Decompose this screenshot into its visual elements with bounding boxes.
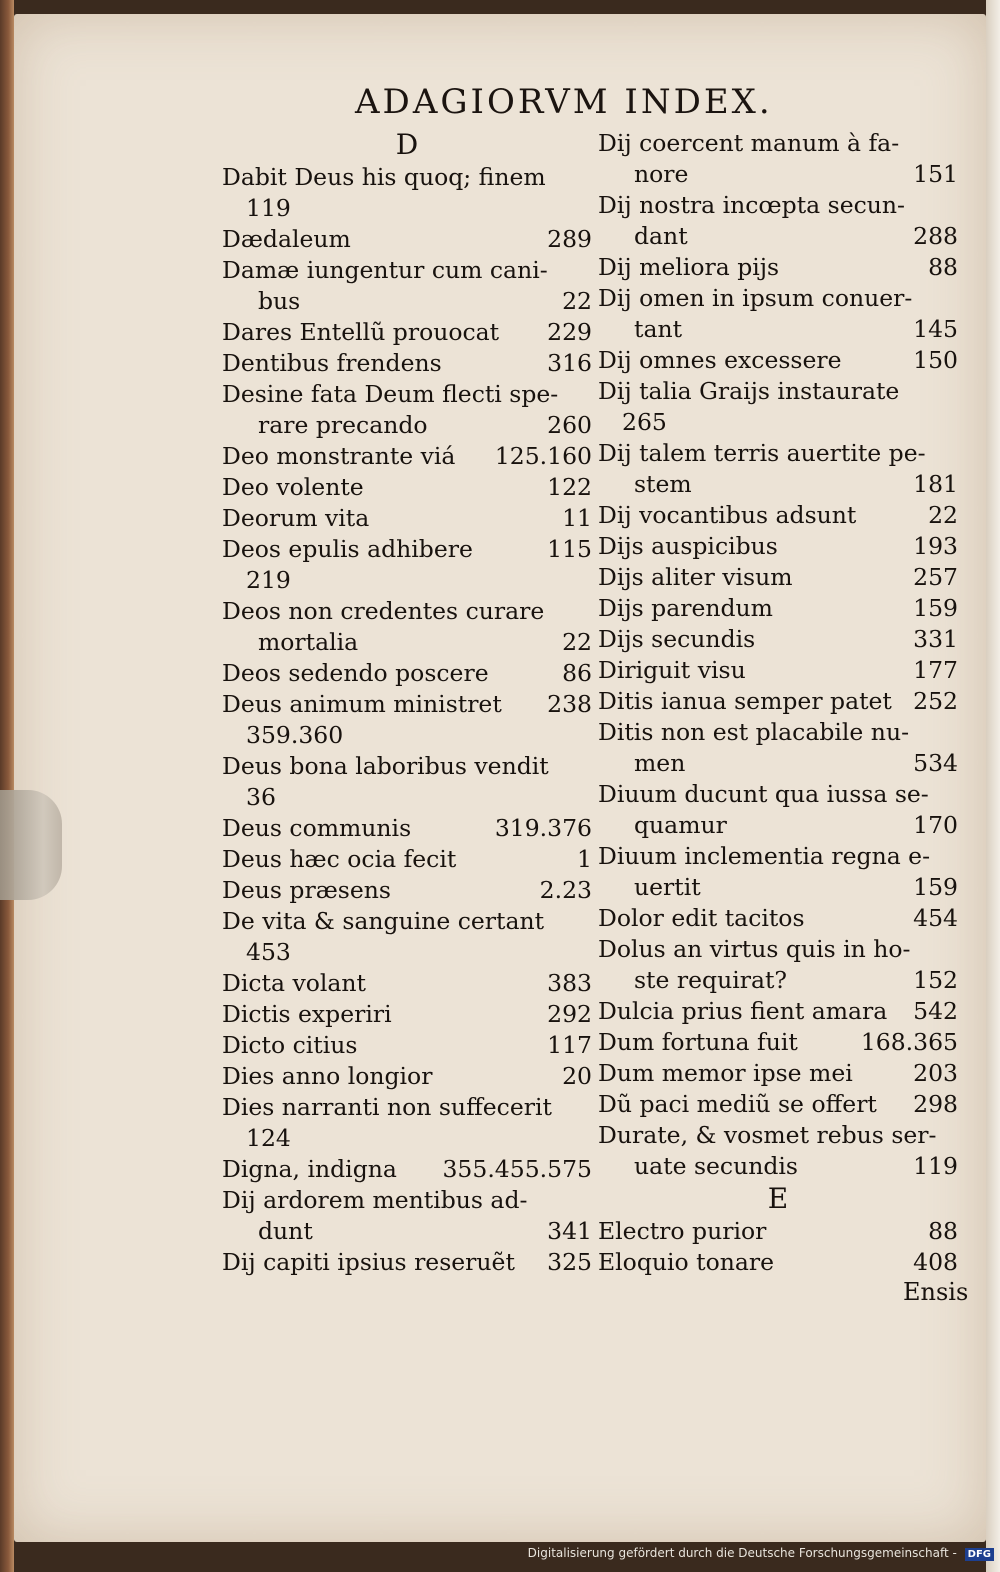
entry-text: uate secundis — [634, 1152, 798, 1180]
page-reference: 115 — [547, 535, 592, 563]
page-reference: 316 — [547, 349, 592, 377]
index-entry — [598, 841, 958, 903]
entry-text: Ditis ianua semper patet — [598, 687, 892, 715]
entry-text: Deo volente — [222, 473, 364, 501]
page-reference: 408 — [913, 1248, 958, 1276]
entry-text: Dictis experiri — [222, 1000, 392, 1028]
entry-text: Dij meliora pijs — [598, 253, 780, 281]
page-clip — [0, 790, 62, 900]
index-entry — [598, 1089, 958, 1120]
entry-text: Dicta volant — [222, 969, 366, 997]
entry-text: Dulcia prius fient amara — [598, 997, 888, 1025]
entry-text: Diriguit visu — [598, 656, 746, 684]
entry-text: quamur — [634, 811, 727, 839]
entry-text: Dij talem terris auertite pe- — [598, 439, 926, 467]
entry-text: Diuum inclementia regna e- — [598, 842, 931, 870]
index-entry — [598, 283, 958, 345]
page-header: ADAGIORVM INDEX. — [355, 82, 773, 122]
entry-text: Deos sedendo poscere — [222, 659, 489, 687]
index-entry — [222, 1185, 592, 1247]
entry-text: dunt — [258, 1217, 313, 1245]
index-entry — [598, 1120, 958, 1182]
section-letter-e: E — [767, 1182, 789, 1215]
page-reference: 288 — [913, 222, 958, 250]
entry-text: Dum fortuna fuit — [598, 1028, 798, 1056]
entry-text: tant — [634, 315, 683, 343]
page-reference: 86 — [562, 659, 592, 687]
entry-text: Deus animum ministret — [222, 690, 502, 718]
index-entry — [598, 1216, 958, 1247]
page-reference: 151 — [913, 160, 958, 188]
index-entry — [598, 345, 958, 376]
page-reference: 22 — [562, 287, 592, 315]
index-entry — [598, 438, 958, 500]
page-reference: 257 — [913, 563, 958, 591]
catchword: Ensis — [903, 1278, 969, 1306]
index-entry — [222, 1154, 592, 1185]
entry-text: Deos non credentes curare — [222, 597, 545, 625]
index-entry — [222, 1030, 592, 1061]
index-entry — [222, 224, 592, 255]
page-reference-extra: 219 — [246, 566, 291, 594]
entry-text: Dij capiti ipsius reseruẽt — [222, 1248, 515, 1276]
page-reference: 88 — [928, 1217, 958, 1245]
entry-text: Damæ iungentur cum cani- — [222, 256, 548, 284]
entry-text: rare precando — [258, 411, 428, 439]
page-reference: 181 — [913, 470, 958, 498]
section-letter-d: D — [395, 128, 419, 161]
index-entry — [598, 655, 958, 686]
entry-text: Ditis non est placabile nu- — [598, 718, 910, 746]
entry-text: Dijs auspicibus — [598, 532, 778, 560]
page-reference: 36 — [246, 783, 276, 811]
index-entry — [222, 658, 592, 689]
entry-text: Deus præsens — [222, 876, 391, 904]
index-entry — [598, 128, 958, 190]
index-entry — [598, 252, 958, 283]
page-reference: 203 — [913, 1059, 958, 1087]
page-reference: 168.365 — [860, 1028, 958, 1056]
index-entry — [222, 162, 592, 224]
page-reference: 124 — [246, 1124, 291, 1152]
page-reference: 331 — [913, 625, 958, 653]
index-entry — [598, 686, 958, 717]
index-entry — [598, 500, 958, 531]
page-reference: 159 — [913, 594, 958, 622]
page-reference: 252 — [913, 687, 958, 715]
entry-text: Dolor edit tacitos — [598, 904, 805, 932]
page-reference: 325 — [547, 1248, 592, 1276]
page-reference: 341 — [547, 1217, 592, 1245]
index-column-right — [598, 128, 958, 1278]
index-entry — [222, 1092, 592, 1154]
page-reference: 238 — [547, 690, 592, 718]
entry-text: Dum memor ipse mei — [598, 1059, 853, 1087]
page-reference: 22 — [928, 501, 958, 529]
entry-text: Dolus an virtus quis in ho- — [598, 935, 911, 963]
dfg-logo: DFG — [965, 1548, 994, 1561]
index-entry — [598, 1027, 958, 1058]
entry-text: Dij omen in ipsum conuer- — [598, 284, 913, 312]
index-entry — [222, 813, 592, 844]
index-entry — [598, 1058, 958, 1089]
index-entry — [598, 717, 958, 779]
page-reference: 292 — [547, 1000, 592, 1028]
page-reference: 229 — [547, 318, 592, 346]
index-entry — [598, 190, 958, 252]
footer-text: Digitalisierung gefördert durch die Deutsche Forschungsgemeinschaft - — [527, 1546, 957, 1560]
entry-text: Dij ardorem mentibus ad- — [222, 1186, 528, 1214]
entry-text: stem — [634, 470, 692, 498]
entry-text: Deorum vita — [222, 504, 370, 532]
index-entry — [598, 779, 958, 841]
entry-text: Deus communis — [222, 814, 412, 842]
page-reference: 88 — [928, 253, 958, 281]
index-entry — [598, 903, 958, 934]
index-entry — [222, 906, 592, 968]
page-reference: 1 — [577, 845, 592, 873]
page-reference: 319.376 — [494, 814, 592, 842]
entry-text: De vita & sanguine certant — [222, 907, 545, 935]
entry-text: Dares Entellũ prouocat — [222, 318, 500, 346]
page-reference: 534 — [913, 749, 958, 777]
index-entry — [222, 968, 592, 999]
index-entry — [222, 751, 592, 813]
index-entry — [598, 593, 958, 624]
index-entry — [598, 934, 958, 996]
page-reference: 260 — [547, 411, 592, 439]
entry-text: Deos epulis adhibere — [222, 535, 473, 563]
entry-text: Dij omnes excessere — [598, 346, 842, 374]
entry-text: Dædaleum — [222, 225, 351, 253]
entry-text: Dabit Deus his quoq; finem — [222, 163, 546, 191]
index-entry — [222, 534, 592, 596]
index-entry — [598, 624, 958, 655]
index-entry — [222, 596, 592, 658]
index-entry — [598, 376, 958, 438]
page-reference: 119 — [913, 1152, 958, 1180]
entry-text: Dicto citius — [222, 1031, 358, 1059]
entry-text: Dijs parendum — [598, 594, 773, 622]
index-entry — [598, 1247, 958, 1278]
entry-text: Dies narranti non suffecerit — [222, 1093, 552, 1121]
index-entry — [222, 1061, 592, 1092]
page-reference: 152 — [913, 966, 958, 994]
page-reference: 125.160 — [494, 442, 592, 470]
page-reference: 298 — [913, 1090, 958, 1118]
entry-text: Dijs secundis — [598, 625, 756, 653]
entry-text: uertit — [634, 873, 701, 901]
entry-text: Dij coercent manum à fa- — [598, 129, 900, 157]
book-spine-edge — [0, 0, 14, 1572]
page-reference: 145 — [913, 315, 958, 343]
page-reference: 2.23 — [539, 876, 592, 904]
entry-text: Electro purior — [598, 1217, 767, 1245]
page-reference: 22 — [562, 628, 592, 656]
entry-text: Desine fata Deum flecti spe- — [222, 380, 559, 408]
index-entry — [222, 348, 592, 379]
index-entry — [598, 996, 958, 1027]
entry-text: Eloquio tonare — [598, 1248, 775, 1276]
entry-text: bus — [258, 287, 301, 315]
index-column-left — [222, 128, 592, 1278]
entry-text: Deus hæc ocia fecit — [222, 845, 457, 873]
page-reference: 193 — [913, 532, 958, 560]
page-reference: 20 — [562, 1062, 592, 1090]
index-entry — [222, 317, 592, 348]
page-reference: 170 — [913, 811, 958, 839]
index-entry — [222, 255, 592, 317]
entry-text: Dij nostra incœpta secun- — [598, 191, 905, 219]
index-entry — [598, 562, 958, 593]
index-entry — [222, 503, 592, 534]
entry-text: Dies anno longior — [222, 1062, 433, 1090]
index-entry — [222, 844, 592, 875]
entry-text: Dentibus frendens — [222, 349, 442, 377]
entry-text: Digna, indigna — [222, 1155, 397, 1183]
entry-text: Durate, & vosmet rebus ser- — [598, 1121, 937, 1149]
entry-text: ste requirat? — [634, 966, 788, 994]
entry-text: Deus bona laboribus vendit — [222, 752, 549, 780]
entry-text: Diuum ducunt qua iussa se- — [598, 780, 929, 808]
page-edge — [986, 0, 1000, 1572]
page-reference: 177 — [913, 656, 958, 684]
page-reference: 289 — [547, 225, 592, 253]
page-reference: 265 — [622, 408, 667, 436]
index-entry — [598, 531, 958, 562]
entry-text: Dijs aliter visum — [598, 563, 793, 591]
page-reference: 159 — [913, 873, 958, 901]
page-reference: 119 — [246, 194, 291, 222]
page-reference: 542 — [913, 997, 958, 1025]
index-entry — [222, 875, 592, 906]
index-entry — [222, 689, 592, 751]
entry-text: Dij vocantibus adsunt — [598, 501, 857, 529]
page-reference: 383 — [547, 969, 592, 997]
entry-text: Dij talia Graijs instaurate — [598, 377, 900, 405]
index-entry — [222, 999, 592, 1030]
page-reference-extra: 359.360 — [246, 721, 344, 749]
index-entry — [222, 472, 592, 503]
page-reference: 122 — [547, 473, 592, 501]
entry-text: Deo monstrante viá — [222, 442, 456, 470]
entry-text: mortalia — [258, 628, 359, 656]
page-reference: 355.455.575 — [442, 1155, 592, 1183]
index-entry — [222, 379, 592, 441]
page-reference: 150 — [913, 346, 958, 374]
entry-text: dant — [634, 222, 688, 250]
entry-text: nore — [634, 160, 689, 188]
page-reference: 117 — [547, 1031, 592, 1059]
index-entry — [222, 1247, 592, 1278]
page-reference: 11 — [562, 504, 592, 532]
entry-text: Dũ paci mediũ se offert — [598, 1090, 877, 1118]
page-reference: 453 — [246, 938, 291, 966]
page-reference: 454 — [913, 904, 958, 932]
entry-text: men — [634, 749, 686, 777]
digitization-footer — [0, 1546, 1000, 1568]
index-entry — [222, 441, 592, 472]
